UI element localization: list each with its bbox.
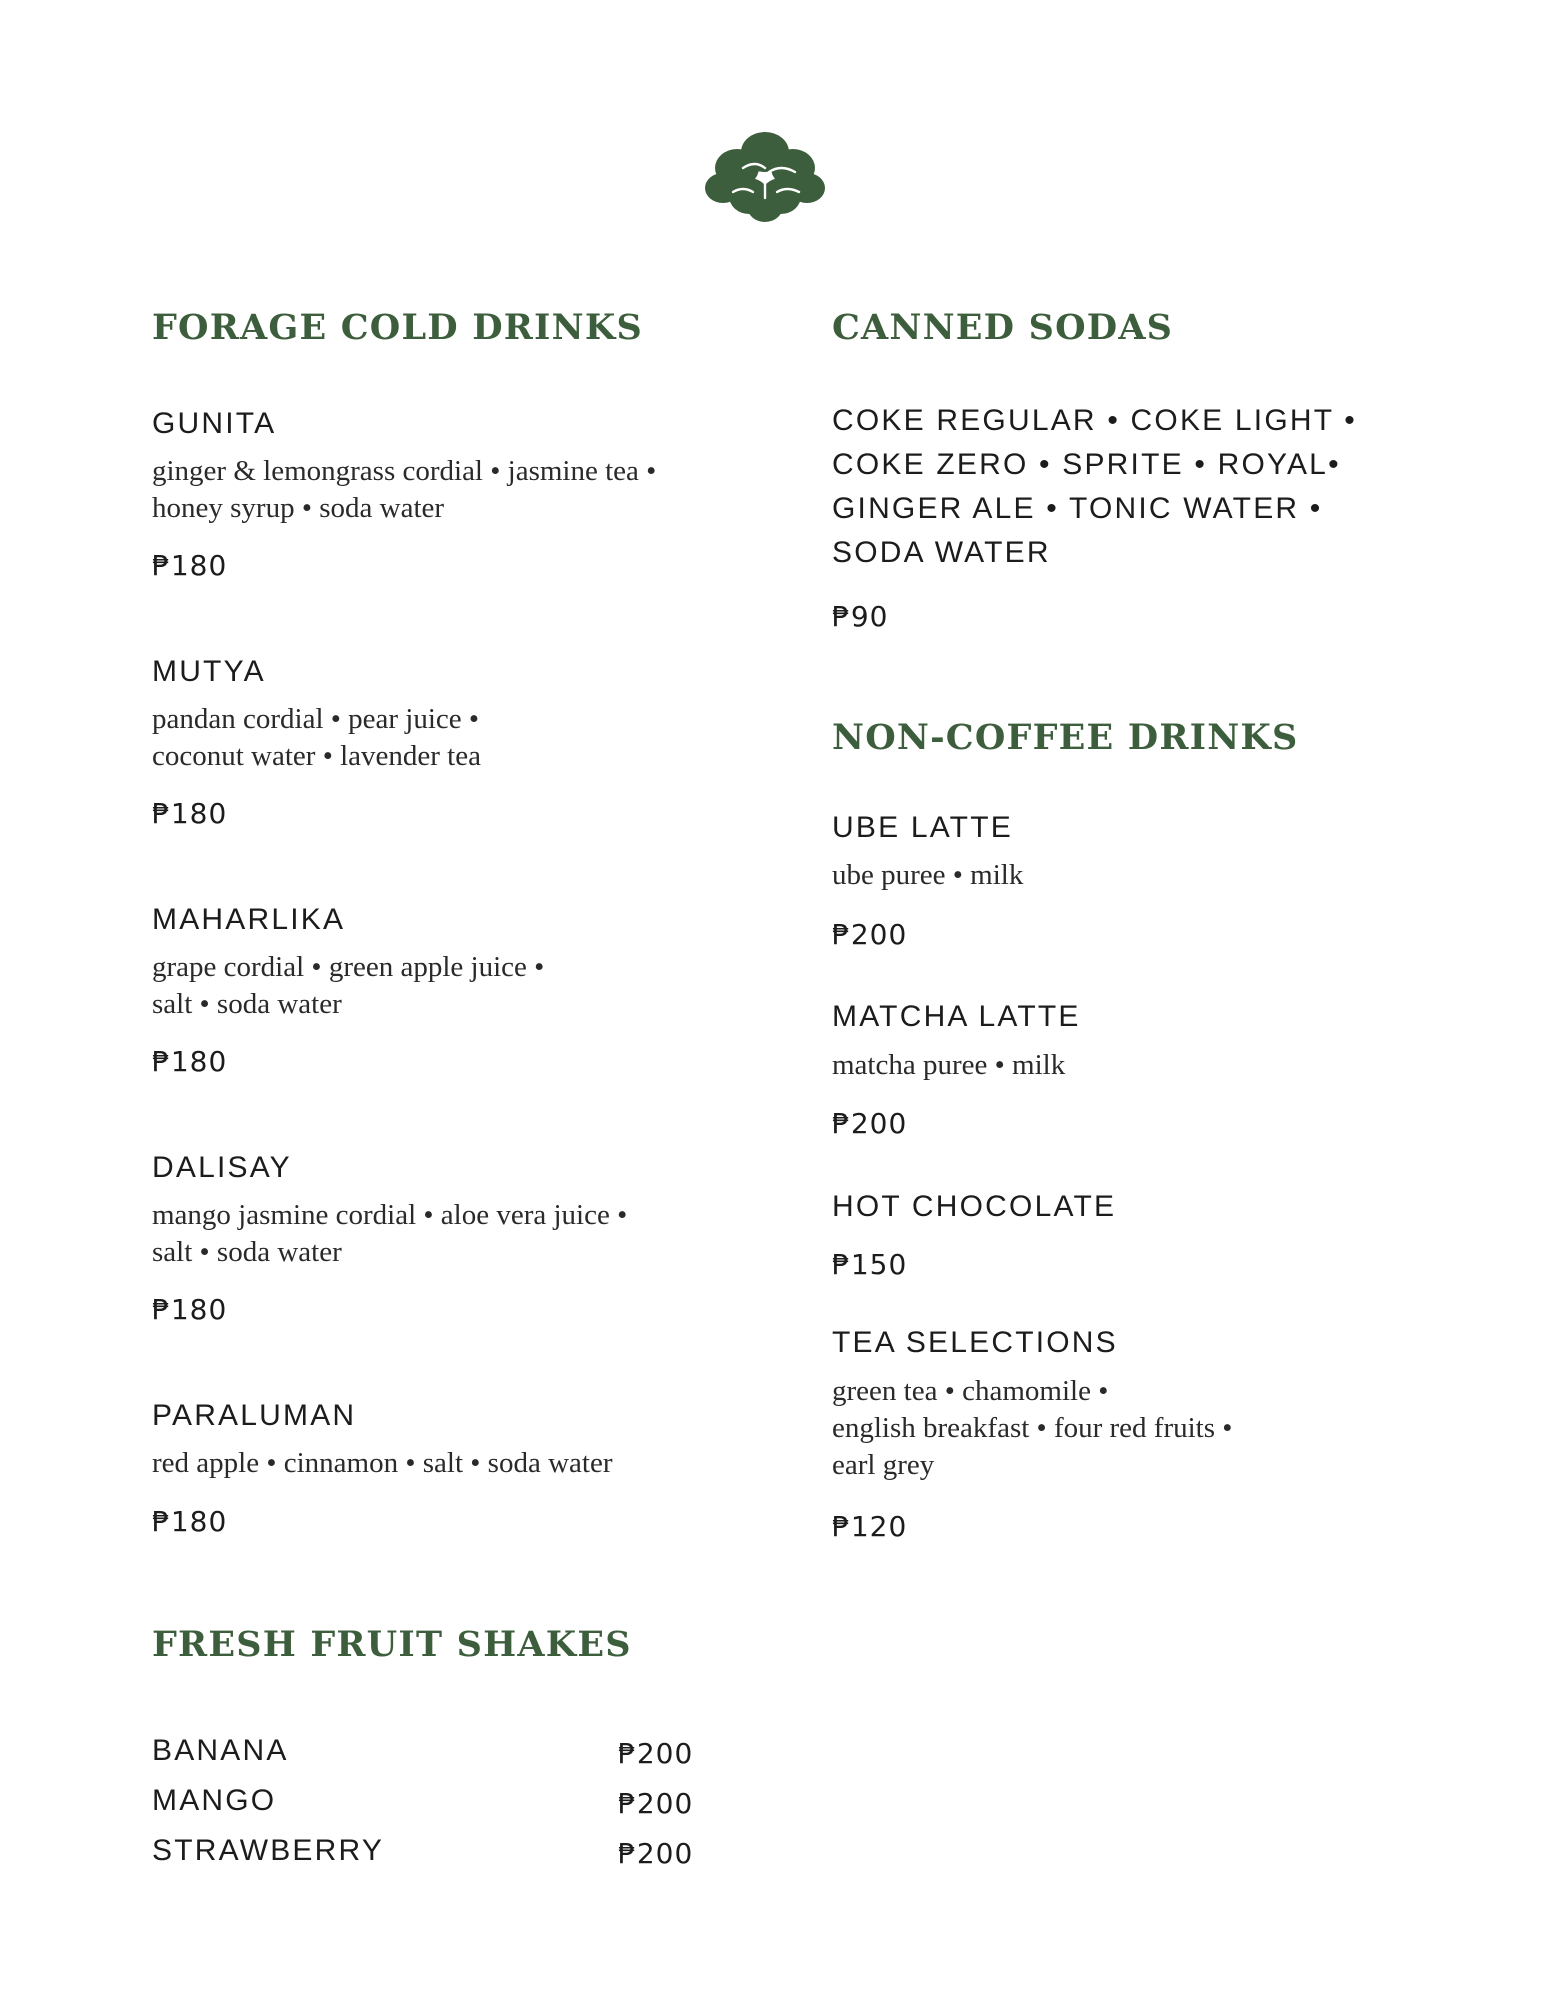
item-name: MANGO — [152, 1784, 277, 1817]
item-description: salt • soda water — [152, 1236, 342, 1268]
clover-cloud-logo-icon — [703, 128, 827, 224]
item-name: MATCHA LATTE — [832, 1000, 1081, 1033]
item-description: grape cordial • green apple juice • — [152, 951, 545, 983]
section-title-non-coffee-drinks: NON-COFFEE DRINKS — [832, 717, 1299, 758]
item-price: ₱180 — [152, 1293, 228, 1326]
soda-list — [832, 399, 1357, 575]
soda-line: COKE ZERO • SPRITE • ROYAL• — [832, 448, 1341, 481]
item-price: ₱200 — [618, 1837, 694, 1870]
item-description: mango jasmine cordial • aloe vera juice • — [152, 1199, 628, 1231]
item-price: ₱200 — [832, 918, 908, 951]
item-name: PARALUMAN — [152, 1399, 357, 1432]
item-name: BANANA — [152, 1734, 289, 1767]
item-name: MUTYA — [152, 655, 266, 688]
item-name: STRAWBERRY — [152, 1834, 385, 1867]
section-title-fresh-fruit-shakes: FRESH FRUIT SHAKES — [152, 1624, 632, 1665]
item-description: green tea • chamomile • — [832, 1375, 1109, 1407]
item-name: TEA SELECTIONS — [832, 1326, 1118, 1359]
item-price: ₱150 — [832, 1248, 908, 1281]
item-description: honey syrup • soda water — [152, 492, 445, 524]
item-description: coconut water • lavender tea — [152, 740, 481, 772]
soda-line: GINGER ALE • TONIC WATER • — [832, 492, 1323, 525]
soda-line: COKE REGULAR • COKE LIGHT • — [832, 404, 1357, 437]
item-description: red apple • cinnamon • salt • soda water — [152, 1447, 613, 1479]
item-description: salt • soda water — [152, 988, 342, 1020]
item-name: MAHARLIKA — [152, 903, 346, 936]
item-price: ₱180 — [152, 1045, 228, 1078]
item-price: ₱180 — [152, 549, 228, 582]
item-name: DALISAY — [152, 1151, 292, 1184]
item-price: ₱180 — [152, 797, 228, 830]
item-price: ₱200 — [618, 1787, 694, 1820]
item-price: ₱200 — [832, 1107, 908, 1140]
item-price: ₱200 — [618, 1737, 694, 1770]
item-price: ₱90 — [832, 600, 889, 633]
item-description: matcha puree • milk — [832, 1049, 1066, 1081]
item-name: HOT CHOCOLATE — [832, 1190, 1117, 1223]
soda-line: SODA WATER — [832, 536, 1051, 569]
item-description: pandan cordial • pear juice • — [152, 703, 480, 735]
item-description: english breakfast • four red fruits • — [832, 1412, 1233, 1444]
item-description: ube puree • milk — [832, 859, 1024, 891]
item-description: ginger & lemongrass cordial • jasmine tea • — [152, 455, 657, 487]
item-name: GUNITA — [152, 407, 277, 440]
section-title-canned-sodas: CANNED SODAS — [832, 307, 1174, 348]
item-price: ₱180 — [152, 1505, 228, 1538]
item-description: earl grey — [832, 1449, 935, 1481]
section-title-forage-cold-drinks: FORAGE COLD DRINKS — [152, 307, 643, 348]
item-name: UBE LATTE — [832, 811, 1013, 844]
item-price: ₱120 — [832, 1510, 908, 1543]
